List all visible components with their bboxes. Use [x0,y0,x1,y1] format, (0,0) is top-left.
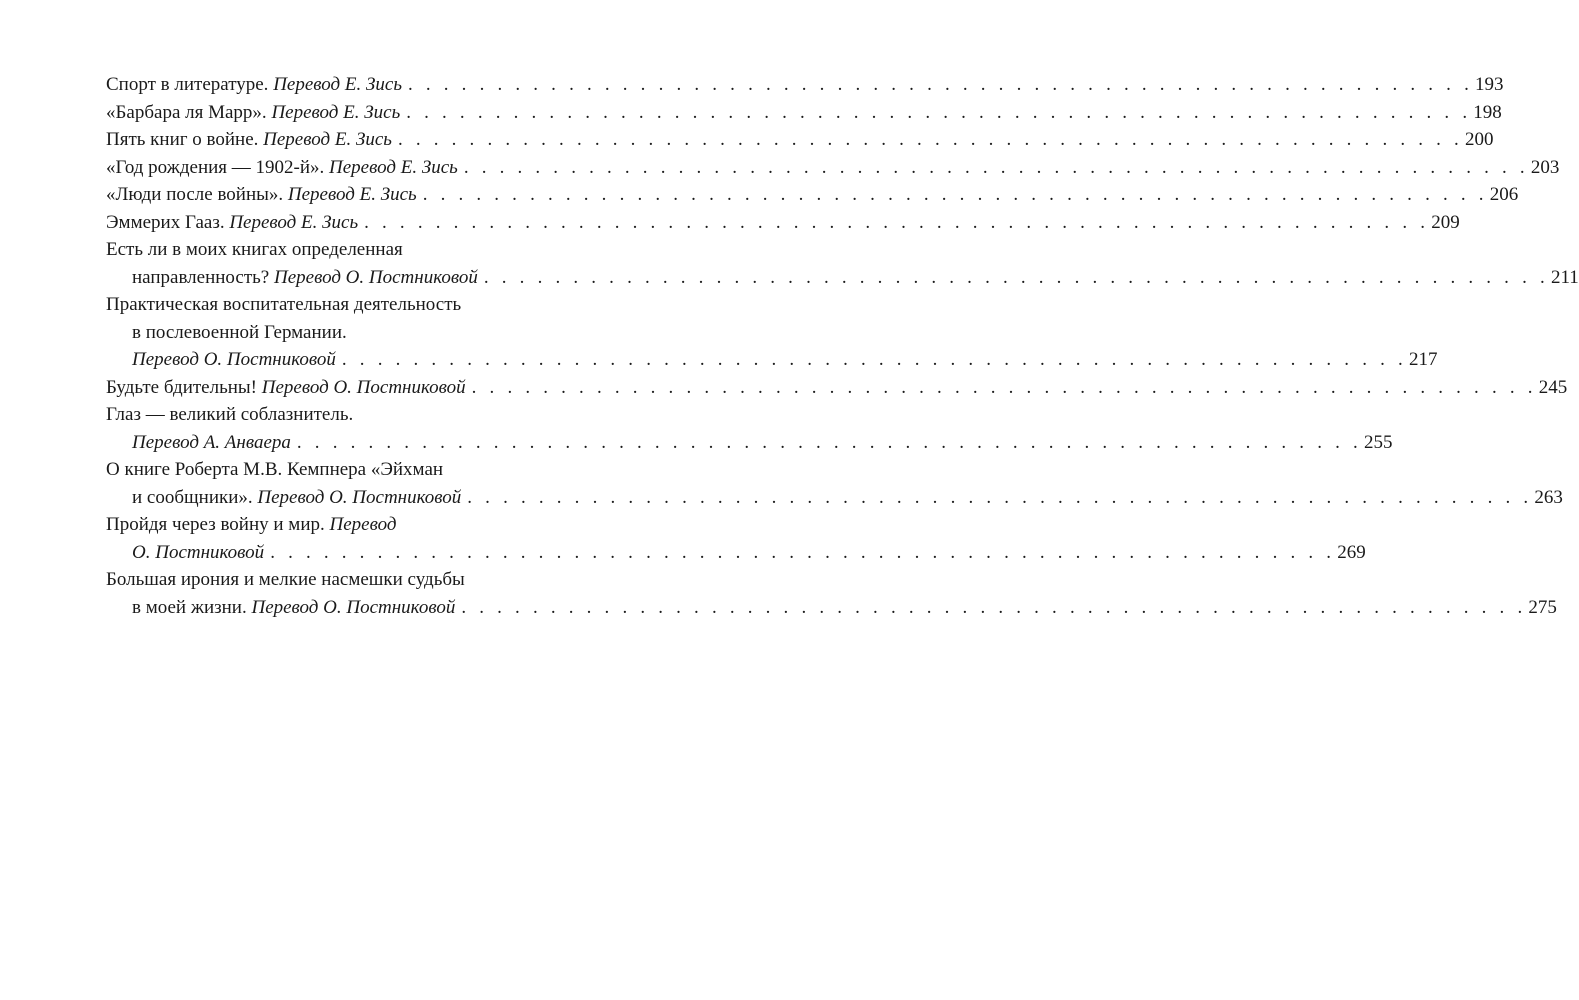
toc-entry [106,374,1568,402]
leader-dots: . . . . . . . . . . . . . . . . . . . . . . . . . . . . . . . . . . . . . . . . . . . . . . . . . . . . . . . . . . . . [364,211,1430,233]
page-number: 193 [1475,74,1504,95]
translator-credit: Перевод А. Анваера [132,431,291,453]
toc-entry [106,511,1366,566]
leader-dots: . . . . . . . . . . . . . . . . . . . . . . . . . . . . . . . . . . . . . . . . . . . . . . . . . . . . . . . . . . . . [296,431,1362,453]
entry-title: «Год рождения — 1902-й». [106,156,325,178]
toc-line [106,456,676,484]
leader-dots: . . . . . . . . . . . . . . . . . . . . . . . . . . . . . . . . . . . . . . . . . . . . . . . . . . . . . . . . . . . . [270,541,1336,563]
toc-entry [106,456,1563,511]
entry-title: Большая ирония и мелкие насмешки судьбы [106,569,465,590]
leader-dots: . . . . . . . . . . . . . . . . . . . . . . . . . . . . . . . . . . . . . . . . . . . . . . . . . . . . . . . . . . . . [471,376,1537,398]
toc-entry [106,154,1560,182]
toc-entry [106,209,1460,237]
toc-line [106,346,1438,374]
page-number: 198 [1473,101,1502,123]
toc-line [106,71,1504,99]
table-of-contents [106,71,1579,621]
toc-entry [106,126,1494,154]
toc-line [106,594,1557,622]
leader-dots: . . . . . . . . . . . . . . . . . . . . . . . . . . . . . . . . . . . . . . . . . . . . . . . . . . . . . . . . . . . . [483,266,1549,288]
page-number: 211 [1550,266,1579,288]
toc-line [106,319,676,347]
entry-title: Пять книг о войне. [106,129,259,150]
leader-dots: . . . . . . . . . . . . . . . . . . . . . . . . . . . . . . . . . . . . . . . . . . . . . . . . . . . . . . . . . . . . [467,486,1533,508]
entry-title: О книге Роберта М.В. Кемпнера «Эйхман [106,459,444,480]
page-number: 255 [1363,431,1393,453]
page-number: 209 [1431,211,1460,233]
entry-title: «Люди после войны». [106,184,284,205]
toc-entry [106,181,1519,209]
entry-title: Пройдя через войну и мир. [106,514,330,535]
toc-line [106,429,1393,457]
toc-entry [106,236,1579,291]
page-number: 217 [1408,349,1438,370]
page-number: 203 [1530,156,1560,178]
leader-dots: . . . . . . . . . . . . . . . . . . . . . . . . . . . . . . . . . . . . . . . . . . . . . . . . . . . . . . . . . . . . [341,349,1407,370]
toc-line [106,566,676,594]
page-number: 275 [1528,596,1557,618]
translator-credit: Перевод О. Постниковой [251,596,456,618]
toc-line [106,401,676,429]
toc-line [106,374,1568,402]
page-number: 200 [1465,129,1494,150]
toc-line [106,264,1579,292]
leader-dots: . . . . . . . . . . . . . . . . . . . . . . . . . . . . . . . . . . . . . . . . . . . . . . . . . . . . . . . . . . . . [461,596,1527,618]
leader-dots: . . . . . . . . . . . . . . . . . . . . . . . . . . . . . . . . . . . . . . . . . . . . . . . . . . . . . . . . . . . . [463,156,1529,178]
entry-title: Эммерих Гааз. [106,211,225,233]
entry-title: Спорт в литературе. [106,74,269,95]
toc-entry [106,71,1504,99]
leader-dots: . . . . . . . . . . . . . . . . . . . . . . . . . . . . . . . . . . . . . . . . . . . . . . . . . . . . . . . . . . . . [407,74,1474,95]
toc-line [106,99,1502,127]
translator-credit: О. Постниковой [132,541,265,563]
entry-title-continued: направленность? [132,266,270,288]
translator-credit: Перевод Е. Зись [271,101,401,123]
toc-line [106,484,1563,512]
page-number: 263 [1534,486,1563,508]
entry-title-continued: в моей жизни. [132,596,247,618]
toc-line [106,181,1519,209]
entry-title-continued: и сообщники». [132,486,253,508]
entry-title: Есть ли в моих книгах определенная [106,239,403,260]
translator-credit-start: Перевод [329,514,397,535]
toc-line [106,511,676,539]
translator-credit: Перевод Е. Зись [329,156,458,178]
entry-title: Практическая воспитательная деятельность [106,294,462,315]
leader-dots: . . . . . . . . . . . . . . . . . . . . . . . . . . . . . . . . . . . . . . . . . . . . . . . . . . . . . . . . . . . . [422,184,1488,205]
translator-credit: Перевод О. Постниковой [257,486,462,508]
translator-credit: Перевод О. Постниковой [273,266,478,288]
toc-line [106,154,1560,182]
translator-credit: Перевод Е. Зись [229,211,359,233]
entry-title: Будьте бдительны! [106,376,258,398]
entry-title: Глаз — великий соблазнитель. [106,404,354,425]
page-number: 245 [1538,376,1568,398]
toc-entry [106,566,1557,621]
translator-credit: Перевод Е. Зись [287,184,417,205]
toc-line [106,291,676,319]
translator-credit: Перевод О. Постниковой [132,349,336,370]
toc-entry [106,401,1393,456]
entry-title-continued: в послевоенной Германии. [132,321,347,343]
leader-dots: . . . . . . . . . . . . . . . . . . . . . . . . . . . . . . . . . . . . . . . . . . . . . . . . . . . . . . . . . . . . [406,101,1472,123]
entry-title: «Барбара ля Марр». [106,101,267,123]
toc-line [106,539,1366,567]
toc-line [106,126,1494,154]
leader-dots: . . . . . . . . . . . . . . . . . . . . . . . . . . . . . . . . . . . . . . . . . . . . . . . . . . . . . . . . . . . . [397,129,1464,150]
toc-line [106,236,676,264]
page-number: 269 [1337,541,1366,563]
toc-entry [106,291,1438,374]
page-number: 206 [1489,184,1519,205]
translator-credit: Перевод О. Постниковой [261,376,466,398]
toc-entry [106,99,1502,127]
toc-line [106,209,1460,237]
translator-credit: Перевод Е. Зись [273,74,402,95]
translator-credit: Перевод Е. Зись [263,129,392,150]
